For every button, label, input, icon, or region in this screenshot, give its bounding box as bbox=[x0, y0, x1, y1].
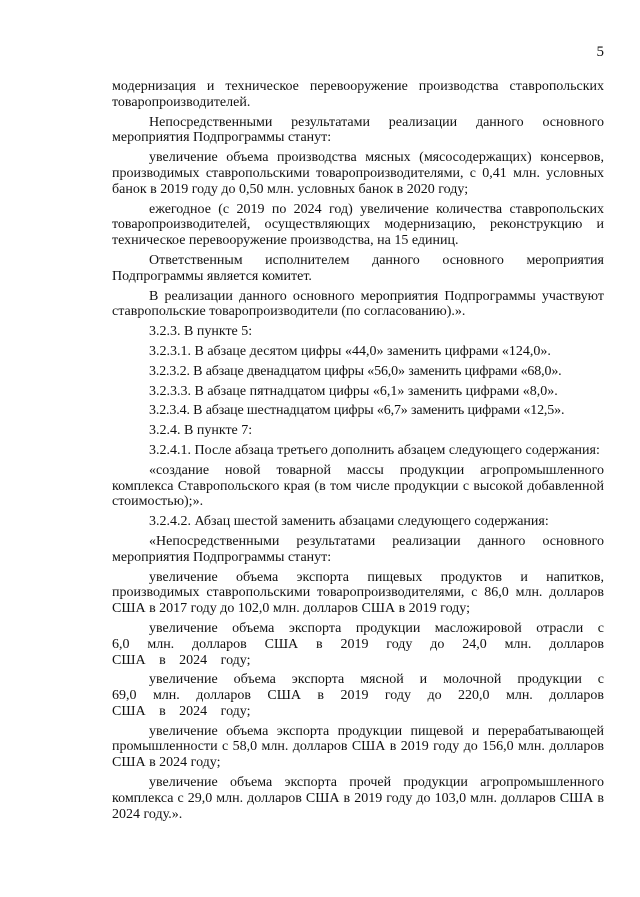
paragraph: увеличение объема производства мясных (мясосодержащих) консервов, производимых ставропольскими товаропроизводителями, с 0,41 млн. условных банок в 2019 году до 0,50 млн. условных банок в 2020 году; bbox=[112, 150, 604, 197]
document-body bbox=[112, 79, 604, 826]
paragraph: 3.2.3. В пункте 5: bbox=[149, 324, 253, 340]
paragraph: Непосредственными результатами реализации данного основного мероприятия Подпрограммы станут: bbox=[112, 114, 604, 146]
paragraph: увеличение объема экспорта прочей продукции агропромышленного комплекса с 29,0 млн. долларов США в 2019 году до 103,0 млн. долларов США в 2024 году.». bbox=[112, 775, 604, 822]
paragraph: 3.2.4.2. Абзац шестой заменить абзацами следующего содержания: bbox=[149, 514, 549, 530]
paragraph: ежегодное (с 2019 по 2024 год) увеличение количества ставропольских товаропроизводителей, осуществляющих модернизацию, реконструкцию и техническое перевооружение производства, на 15 единиц. bbox=[112, 201, 604, 249]
paragraph: увеличение объема экспорта мясной и молочной продукции с 69,0 млн. долларов США в 2019 году до 220,0 млн. долларов США в 2024 году; bbox=[112, 672, 604, 719]
paragraph: 3.2.4.1. После абзаца третьего дополнить абзацем следующего содержания: bbox=[149, 442, 600, 458]
paragraph: 3.2.3.2. В абзаце двенадцатом цифры «56,0» заменить цифрами «68,0». bbox=[149, 363, 562, 379]
paragraph: «Непосредственными результатами реализации данного основного мероприятия Подпрограммы станут: bbox=[112, 533, 604, 565]
page-number: 5 bbox=[596, 44, 604, 60]
paragraph: Ответственным исполнителем данного основного мероприятия Подпрограммы является комитет. bbox=[112, 252, 604, 284]
paragraph: увеличение объема экспорта пищевых продуктов и напитков, производимых ставропольскими товаропроизводителями, с 86,0 млн. долларов США в 2017 году до 102,0 млн. долларов США в 2019 году; bbox=[112, 569, 604, 617]
paragraph: увеличение объема экспорта продукции масложировой отрасли с 6,0 млн. долларов США в 2019 году до 24,0 млн. долларов США в 2024 году; bbox=[112, 620, 604, 668]
paragraph: 3.2.3.4. В абзаце шестнадцатом цифры «6,7» заменить цифрами «12,5». bbox=[149, 403, 565, 419]
paragraph: 3.2.3.3. В абзаце пятнадцатом цифры «6,1» заменить цифрами «8,0». bbox=[149, 383, 558, 399]
paragraph: «создание новой товарной массы продукции агропромышленного комплекса Ставропольского края (в том числе продукции с высокой добавленной стоимостью);». bbox=[112, 462, 604, 510]
paragraph: увеличение объема экспорта продукции пищевой и перерабатывающей промышленности с 58,0 млн. долларов США в 2019 году до 156,0 млн. долларов США в 2024 году; bbox=[112, 723, 604, 771]
paragraph: В реализации данного основного мероприятия Подпрограммы участвуют ставропольские товаропроизводители (по согласованию).». bbox=[112, 288, 604, 320]
paragraph: 3.2.4. В пункте 7: bbox=[149, 423, 253, 439]
paragraph: модернизация и техническое перевооружение производства ставропольских товаропроизводителей. bbox=[112, 79, 604, 110]
paragraph: 3.2.3.1. В абзаце десятом цифры «44,0» заменить цифрами «124,0». bbox=[149, 343, 551, 359]
